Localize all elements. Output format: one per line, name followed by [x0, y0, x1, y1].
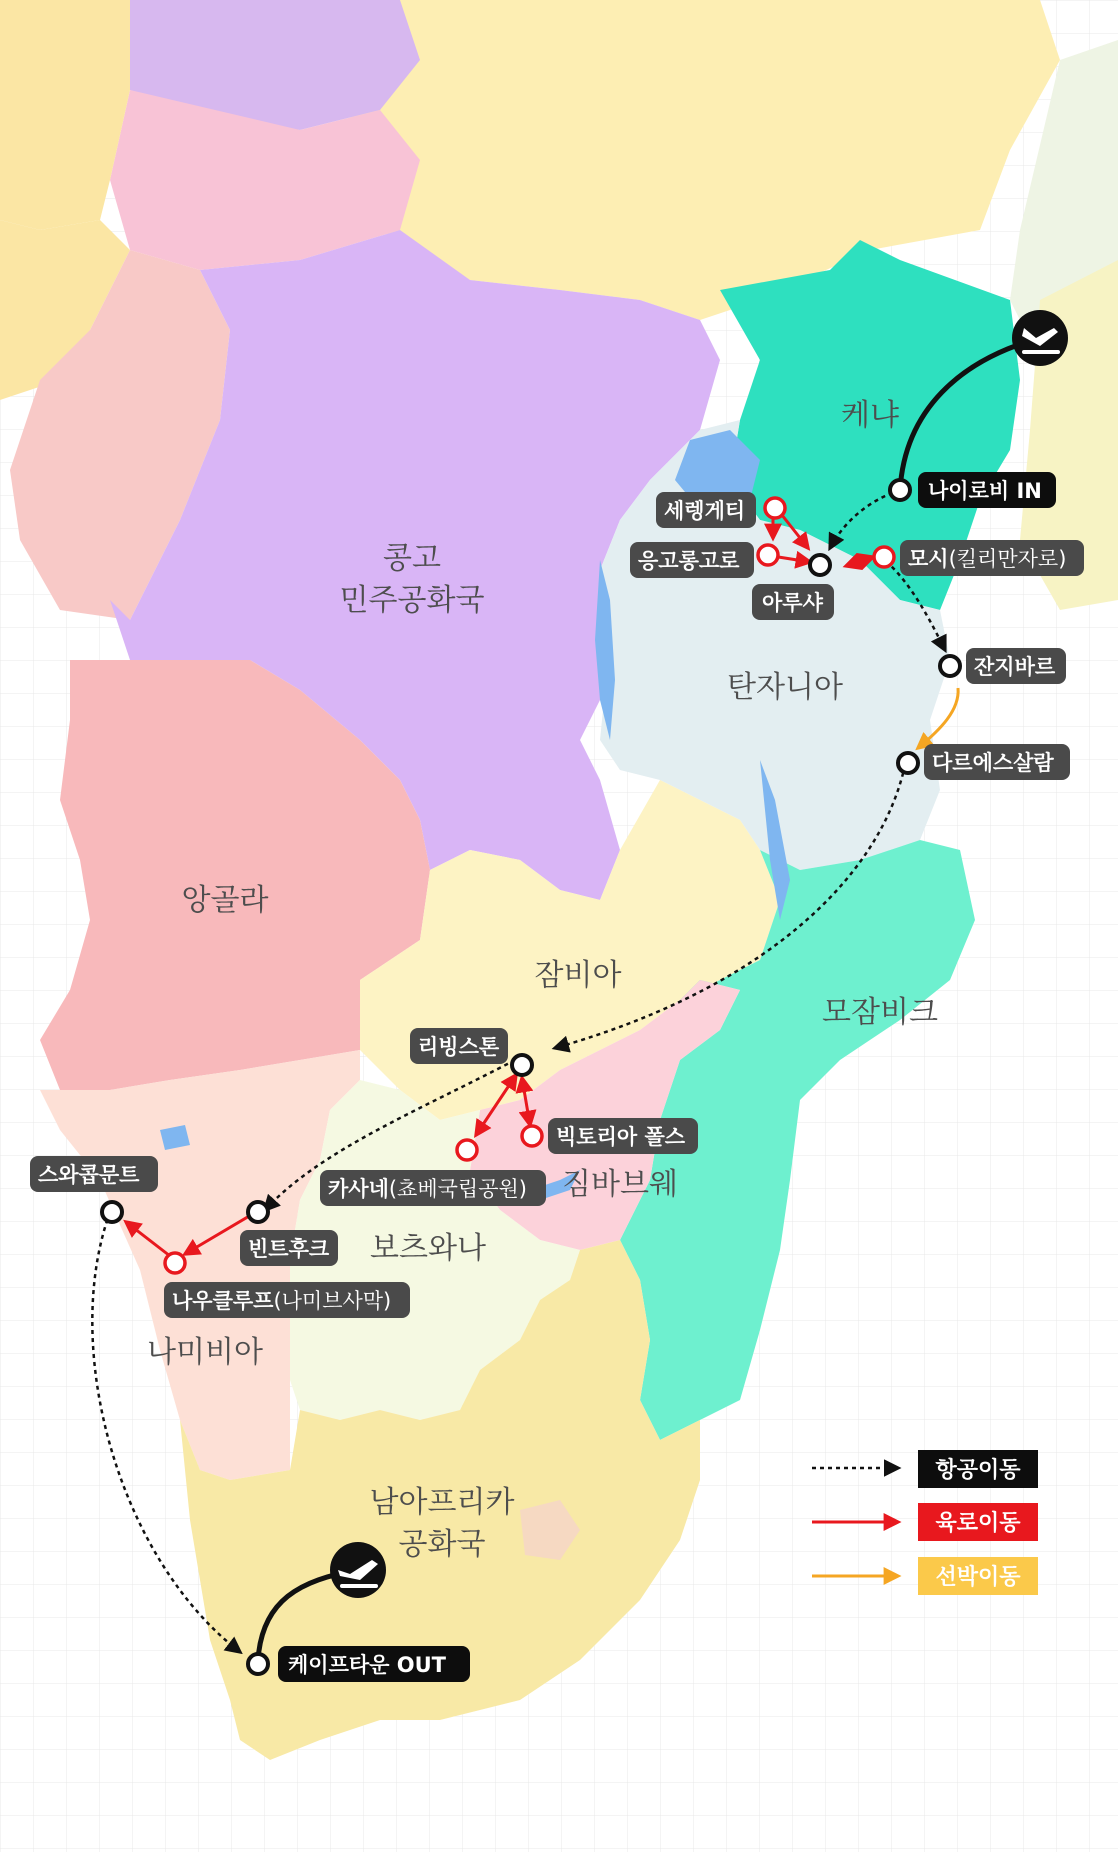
- country-label-kenya: 케냐: [841, 398, 899, 433]
- legend-land-label: 육로이동: [935, 1511, 1021, 1536]
- plane-landing-icon: [1012, 310, 1068, 366]
- stop-tag-kasane: [320, 1170, 546, 1206]
- marker-ngorongoro: [758, 545, 778, 565]
- country-label-zimbabwe: 짐바브웨: [562, 1167, 678, 1202]
- legend-air-label: 항공이동: [935, 1458, 1021, 1483]
- stop-tag-arusha: [752, 584, 834, 620]
- stop-tag-zanzibar: [966, 648, 1066, 684]
- stop-tag-nairobi: [918, 472, 1056, 508]
- stop-label-ngorongoro: 응고롱고로: [638, 549, 740, 573]
- country-label-botswana: 보츠와나: [370, 1231, 486, 1266]
- stop-tag-victoria-falls: [548, 1118, 698, 1154]
- stop-label-swakopmund: 스와콥문트: [38, 1163, 140, 1187]
- stop-tag-livingstone: [410, 1028, 508, 1064]
- stop-label-nairobi: 나이로비 IN: [928, 479, 1042, 503]
- stop-label-windhoek: 빈트후크: [248, 1237, 330, 1261]
- stop-tag-swakopmund: [30, 1156, 158, 1192]
- stop-sublabel-moshi: (킬리만자로): [948, 547, 1067, 571]
- marker-moshi: [874, 547, 894, 567]
- marker-cape-town: [248, 1654, 268, 1674]
- stop-tag-serengeti: [656, 492, 756, 528]
- country-label-namibia: 나미비아: [147, 1335, 263, 1370]
- country-label-south-africa-line1: 남아프리카: [369, 1485, 515, 1520]
- stop-label-livingstone: 리빙스톤: [418, 1035, 500, 1059]
- legend-sea-label: 선박이동: [935, 1565, 1021, 1590]
- marker-serengeti: [765, 498, 785, 518]
- stop-tag-naukluft: [164, 1282, 410, 1318]
- marker-naukluft: [165, 1253, 185, 1273]
- stop-label-serengeti: 세렝게티: [664, 499, 746, 523]
- stop-label-kasane: 카사네: [328, 1177, 389, 1201]
- country-label-angola: 앙골라: [181, 883, 269, 918]
- stop-tag-dar-es-salaam: [924, 744, 1070, 780]
- svg-text:모시(킬리만자로): [908, 547, 1066, 571]
- stop-sublabel-kasane: (쵸베국립공원): [388, 1177, 527, 1201]
- country-label-congo-line2: 민주공화국: [339, 583, 485, 618]
- svg-text:나우클루프(나미브사막): [172, 1289, 391, 1313]
- stop-label-moshi: 모시: [908, 547, 949, 571]
- stop-tag-windhoek: [240, 1230, 338, 1266]
- stop-label-naukluft: 나우클루프: [172, 1289, 274, 1313]
- country-label-tanzania: 탄자니아: [727, 670, 843, 705]
- marker-dar-es-salaam: [898, 753, 918, 773]
- marker-kasane: [457, 1140, 477, 1160]
- stop-label-dar-es-salaam: 다르에스살람: [932, 751, 1054, 775]
- stop-sublabel-naukluft: (나미브사막): [273, 1289, 392, 1313]
- marker-windhoek: [248, 1202, 268, 1222]
- stop-tag-ngorongoro: [630, 542, 754, 578]
- marker-arusha: [810, 555, 830, 575]
- country-label-south-africa-line2: 공화국: [398, 1527, 486, 1562]
- marker-swakopmund: [102, 1202, 122, 1222]
- stop-label-victoria-falls: 빅토리아 폴스: [556, 1125, 686, 1149]
- country-label-mozambique: 모잠비크: [822, 995, 938, 1030]
- stop-label-arusha: 아루샤: [762, 591, 823, 615]
- stop-tag-moshi: [900, 540, 1084, 576]
- marker-zanzibar: [940, 656, 960, 676]
- stop-label-zanzibar: 잔지바르: [974, 655, 1056, 679]
- marker-victoria-falls: [522, 1126, 542, 1146]
- marker-nairobi: [890, 480, 910, 500]
- plane-takeoff-icon: [330, 1542, 386, 1598]
- stop-tag-cape-town: [278, 1646, 470, 1682]
- marker-livingstone: [512, 1055, 532, 1075]
- country-label-congo-line1: 콩고: [383, 541, 441, 576]
- svg-text:카사네(쵸베국립공원): [328, 1177, 527, 1201]
- country-label-zambia: 잠비아: [534, 958, 622, 993]
- stop-label-cape-town: 케이프타운 OUT: [288, 1653, 446, 1677]
